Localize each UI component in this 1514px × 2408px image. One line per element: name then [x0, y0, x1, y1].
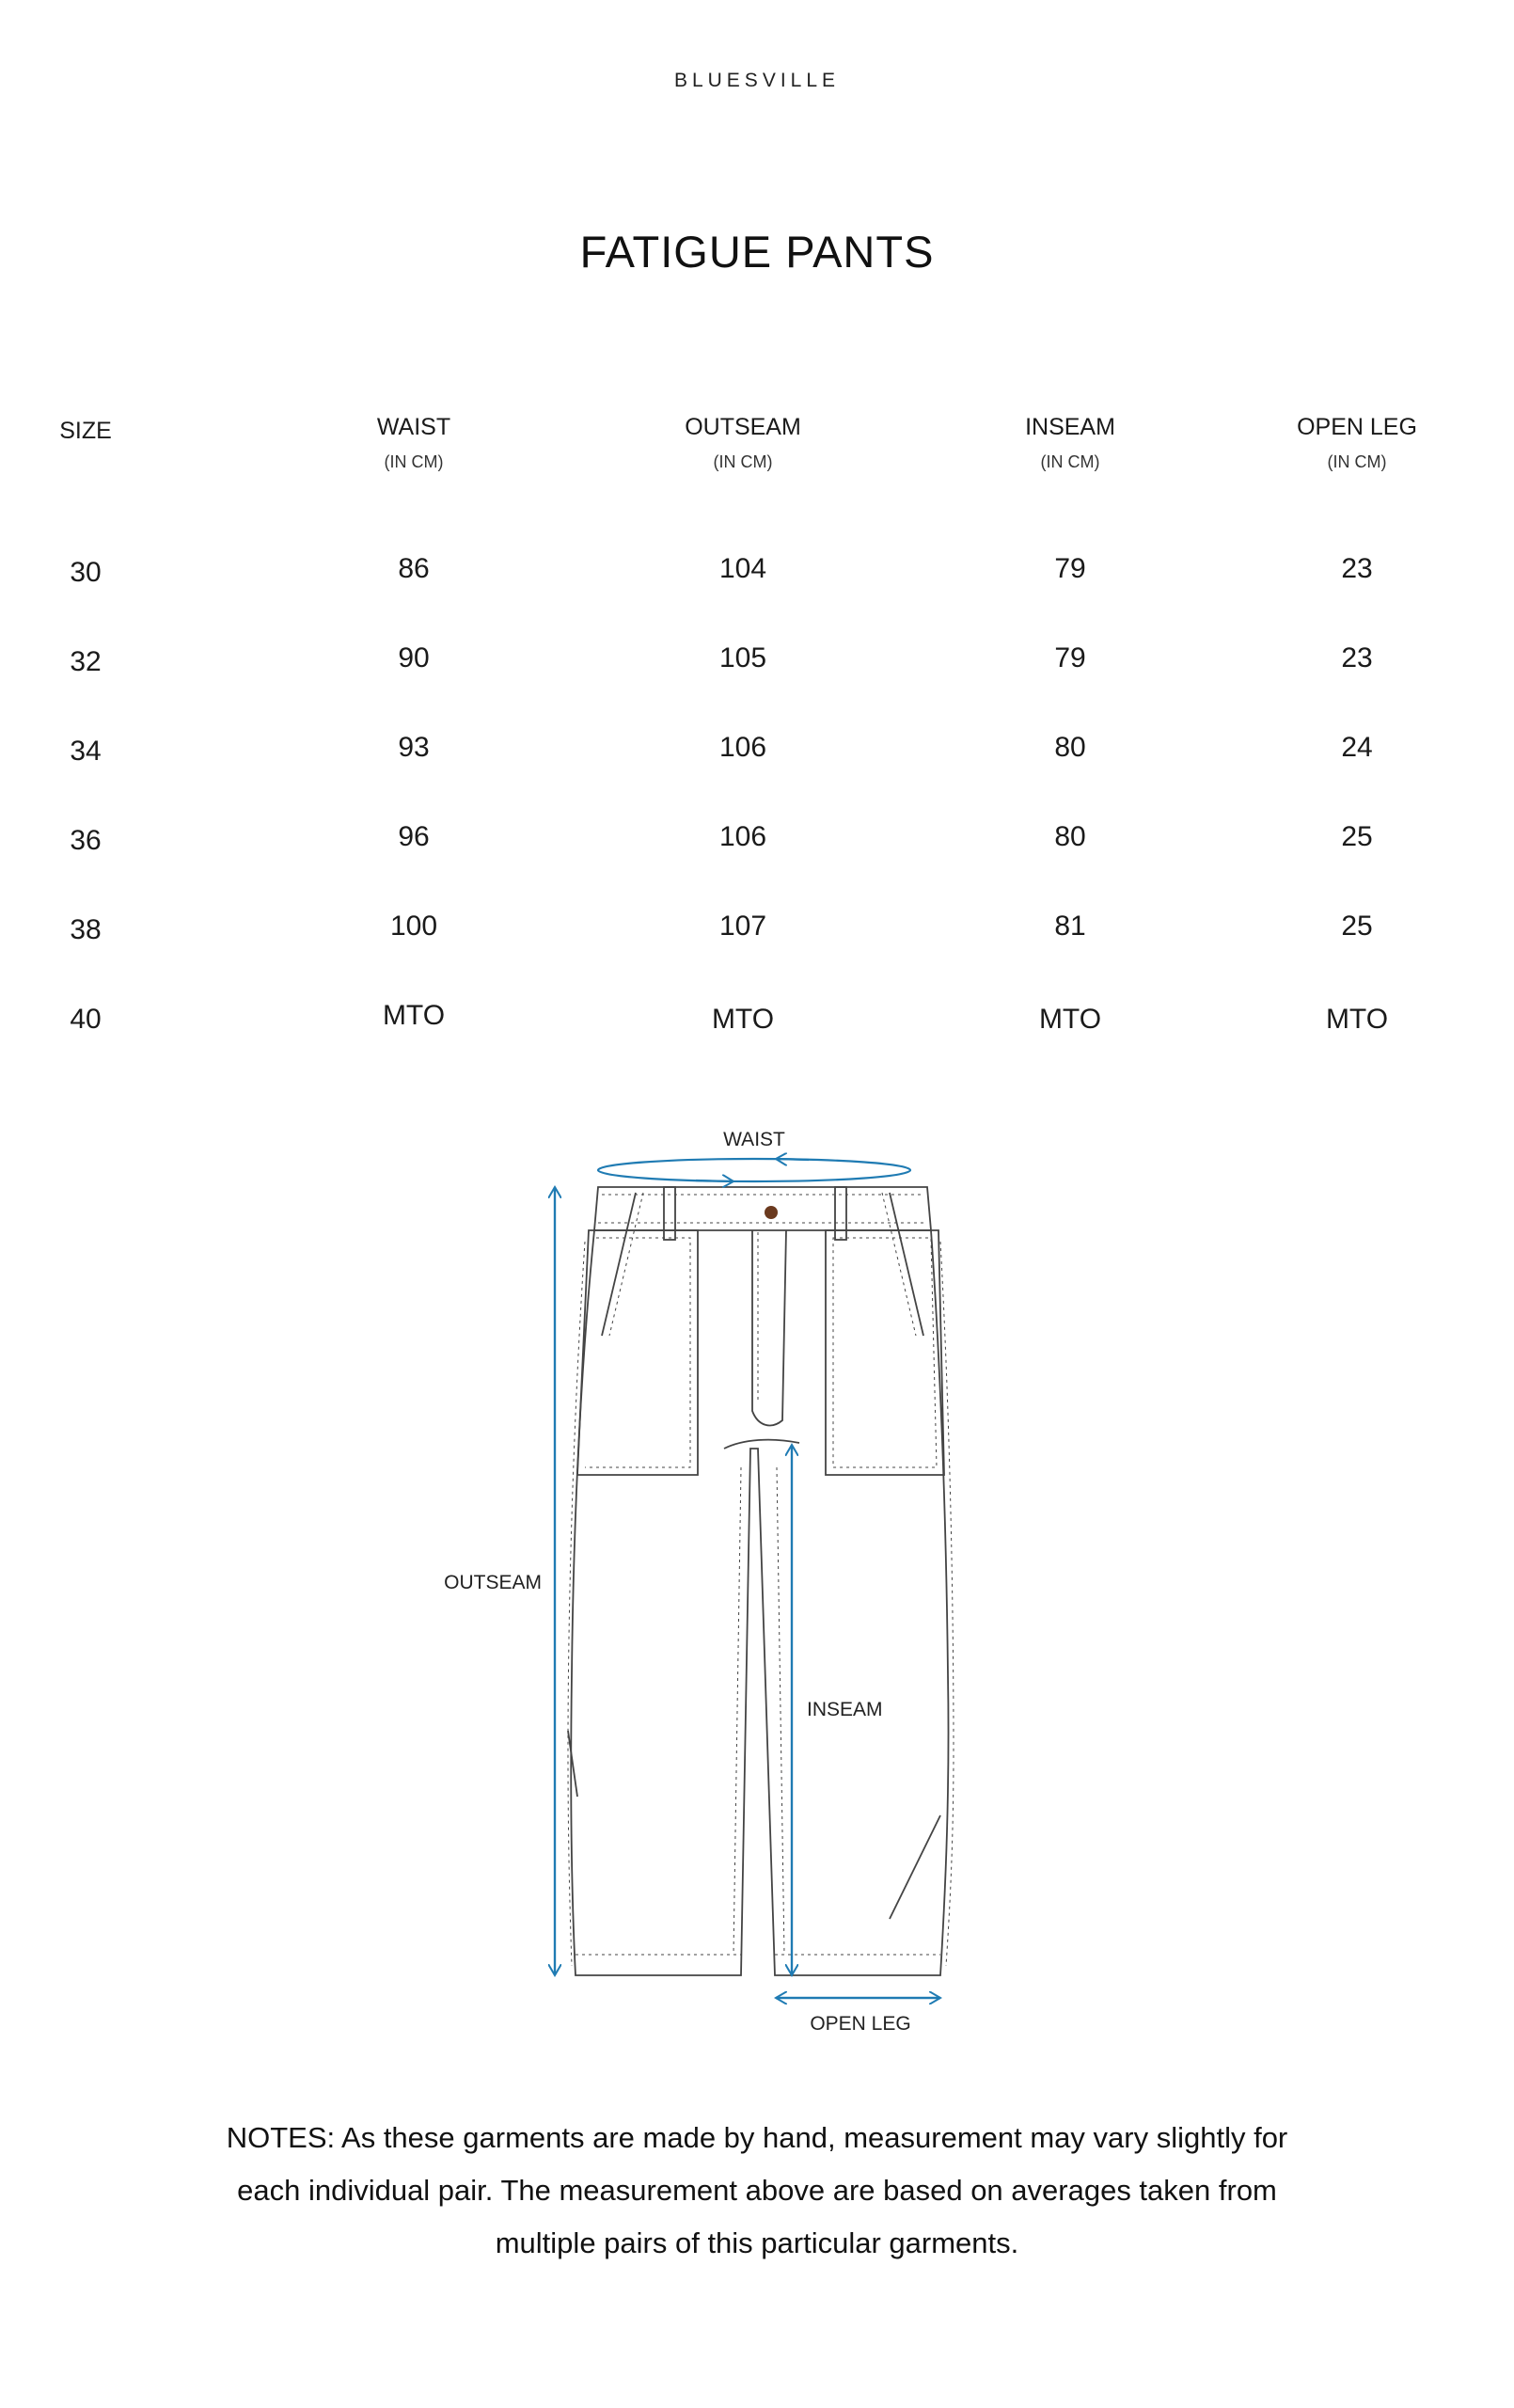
header-inseam-unit: (IN CM) — [1040, 452, 1100, 471]
cell-size: 34 — [70, 736, 102, 767]
header-open-leg-label: OPEN LEG — [1297, 414, 1417, 440]
open-leg-label: OPEN LEG — [810, 2013, 911, 2035]
notes-text: NOTES: As these garments are made by hand, measurement may vary slightly for each individual pair. The measurement above are based on averages taken from multiple pairs of this particular garments. — [226, 2121, 1288, 2259]
cell-waist: 90 — [398, 642, 430, 673]
cell-size: 36 — [70, 825, 102, 856]
button-icon — [765, 1206, 778, 1219]
page-title: FATIGUE PANTS — [579, 227, 935, 277]
header-open-leg-unit: (IN CM) — [1327, 452, 1387, 471]
cell-outseam: MTO — [711, 1004, 775, 1035]
cell-size: 30 — [70, 557, 102, 588]
inseam-label: INSEAM — [807, 1699, 883, 1720]
cell-open-leg: 25 — [1341, 821, 1373, 852]
cell-open-leg: 24 — [1341, 732, 1373, 763]
cell-waist: 93 — [398, 732, 430, 763]
cell-waist: 86 — [398, 553, 430, 584]
cell-size: 38 — [70, 914, 102, 945]
cell-open-leg: MTO — [1325, 1004, 1389, 1035]
cell-open-leg: 23 — [1341, 553, 1373, 584]
cell-outseam: 106 — [718, 821, 767, 852]
cell-outseam: 104 — [718, 553, 767, 584]
cell-inseam: 80 — [1054, 821, 1086, 852]
cell-waist: 100 — [389, 911, 438, 942]
header-inseam-label: INSEAM — [1025, 414, 1115, 440]
header-outseam-unit: (IN CM) — [713, 452, 773, 471]
header-waist-unit: (IN CM) — [384, 452, 444, 471]
outseam-label: OUTSEAM — [444, 1572, 542, 1593]
waist-label: WAIST — [723, 1129, 785, 1150]
cell-size: 40 — [70, 1004, 102, 1035]
cell-outseam: 105 — [718, 642, 767, 673]
header-size-label: SIZE — [59, 418, 112, 444]
cell-inseam: 80 — [1054, 732, 1086, 763]
cell-waist: MTO — [382, 1000, 446, 1031]
cell-waist: 96 — [398, 821, 430, 852]
brand-logo: BLUESVILLE — [673, 70, 841, 91]
header-outseam-label: OUTSEAM — [685, 414, 801, 440]
cell-outseam: 107 — [718, 911, 767, 942]
cell-outseam: 106 — [718, 732, 767, 763]
cell-open-leg: 23 — [1341, 642, 1373, 673]
header-waist-label: WAIST — [376, 414, 451, 440]
cell-inseam: 79 — [1054, 642, 1086, 673]
cell-open-leg: 25 — [1341, 911, 1373, 942]
cell-size: 32 — [70, 646, 102, 677]
cell-inseam: 81 — [1054, 911, 1086, 942]
cell-inseam: 79 — [1054, 553, 1086, 584]
cell-inseam: MTO — [1038, 1004, 1102, 1035]
pants-outline — [568, 1187, 954, 1975]
